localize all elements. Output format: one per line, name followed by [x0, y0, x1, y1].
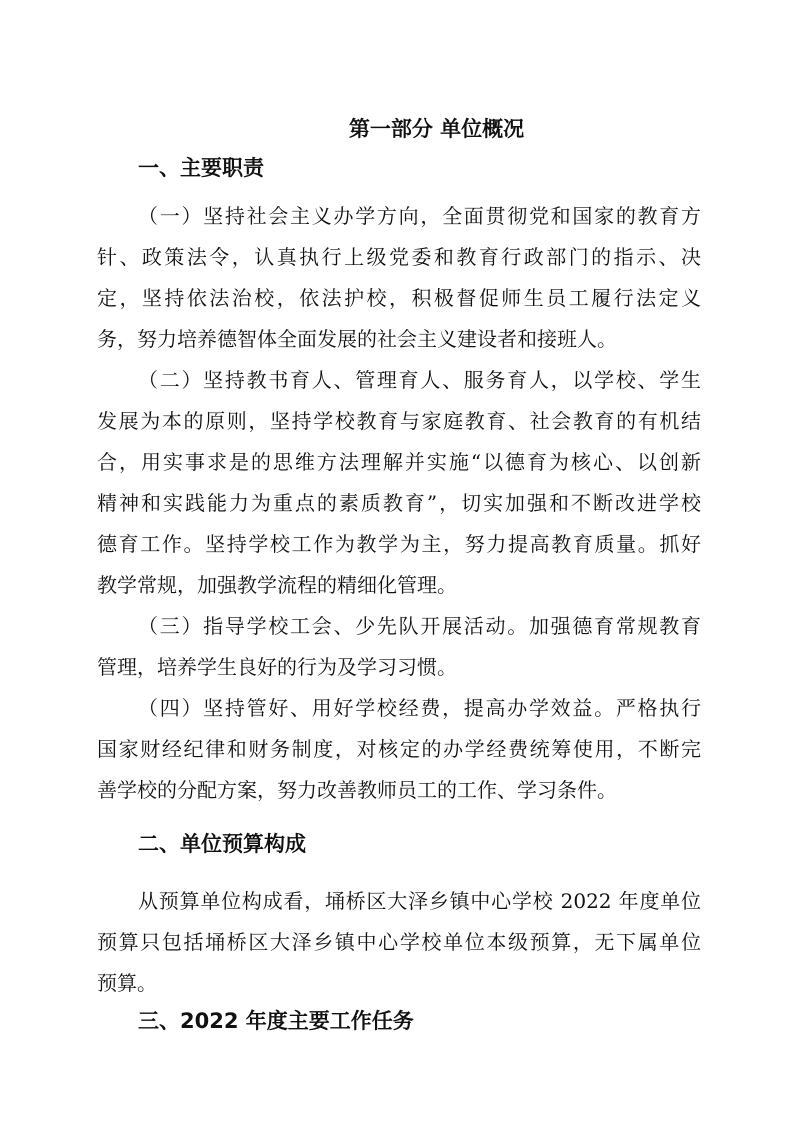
duty-paragraph-2 — [97, 360, 701, 606]
duty-paragraph-4 — [97, 688, 701, 811]
text-line: 管理，培养学生良好的行为及学习习惯。 — [97, 655, 457, 679]
text-line: 从预算单位构成看，埇桥区大泽乡镇中心学校 2022 年度单位 — [138, 889, 701, 913]
text-line: 善学校的分配方案，努力改善教师员工的工作、学习条件。 — [97, 778, 617, 802]
text-line: （二）坚持教书育人、管理育人、服务育人，以学校、学生 — [138, 368, 701, 392]
text-line: 教学常规，加强教学流程的精细化管理。 — [97, 573, 457, 597]
section-heading-duties: 一、主要职责 — [138, 156, 264, 180]
text-line: （三）指导学校工会、少先队开展活动。加强德育常规教育 — [138, 614, 701, 638]
text-line: 预算。 — [97, 971, 157, 995]
text-line: 定，坚持依法治校，依法护校，积极督促师生员工履行法定义 — [97, 286, 701, 310]
text-line: 德育工作。坚持学校工作为教学为主，努力提高教育质量。抓好 — [97, 532, 701, 556]
section-heading-budget-structure: 二、单位预算构成 — [138, 832, 306, 856]
text-line: 发展为本的原则，坚持学校教育与家庭教育、社会教育的有机结 — [97, 409, 701, 433]
duty-paragraph-3 — [97, 606, 701, 688]
budget-structure-paragraph — [97, 881, 701, 1004]
text-line: 国家财经纪律和财务制度，对核定的办学经费统筹使用，不断完 — [97, 737, 701, 761]
text-line: （一）坚持社会主义办学方向，全面贯彻党和国家的教育方 — [138, 204, 701, 228]
text-line: 合，用实事求是的思维方法理解并实施“以德育为核心、以创新 — [97, 450, 701, 474]
text-line: （四）坚持管好、用好学校经费，提高办学效益。严格执行 — [138, 696, 701, 720]
section-heading-main-tasks: 三、2022 年度主要工作任务 — [138, 1009, 414, 1033]
text-line: 针、政策法令，认真执行上级党委和教育行政部门的指示、决 — [97, 245, 701, 269]
text-line: 务，努力培养德智体全面发展的社会主义建设者和接班人。 — [97, 327, 617, 351]
text-line: 精神和实践能力为重点的素质教育”，切实加强和不断改进学校 — [97, 491, 701, 515]
duty-paragraph-1 — [97, 196, 701, 360]
text-line: 预算只包括埇桥区大泽乡镇中心学校单位本级预算，无下属单位 — [97, 930, 701, 954]
page-title: 第一部分 单位概况 — [348, 117, 525, 141]
